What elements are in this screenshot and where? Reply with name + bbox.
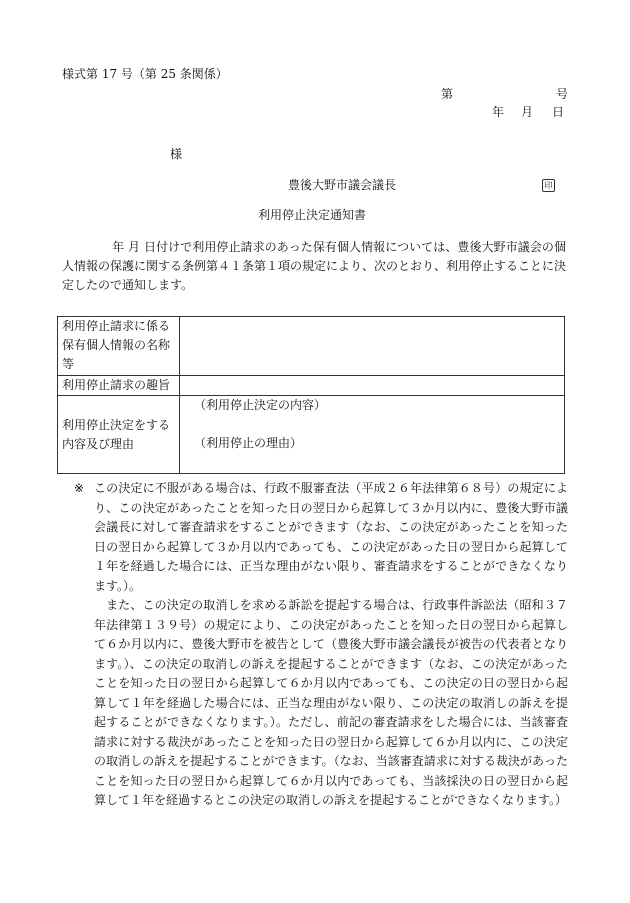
- date-year: 年: [492, 105, 505, 119]
- sender-name: 豊後大野市議会議長: [288, 178, 397, 192]
- notes-section: [72, 479, 568, 811]
- intro-paragraph: [62, 238, 566, 295]
- doc-number-suffix: 号: [556, 87, 569, 101]
- row3-value: [180, 396, 565, 474]
- seal-char: 印: [542, 179, 555, 192]
- row3-label: 利用停止決定をする内容及び理由: [58, 396, 180, 474]
- table-row-purpose: [58, 376, 565, 396]
- date-month: 月: [521, 105, 534, 119]
- row2-value: [180, 376, 565, 396]
- row3-reason-heading: （利用停止の理由）: [194, 436, 303, 450]
- row2-label: 利用停止請求の趣旨: [58, 376, 180, 396]
- table-row-decision: [58, 396, 565, 474]
- table-row-name: [58, 317, 565, 376]
- row3-content-heading: （利用停止決定の内容）: [194, 398, 327, 412]
- document-title: 利用停止決定通知書: [258, 208, 367, 222]
- seal-mark: [542, 177, 555, 193]
- addressee-suffix: 様: [170, 147, 183, 161]
- note-text-1: この決定に不服がある場合は、行政不服審査法（平成２６年法律第６８号）の規定により、この決定があったことを知った日の翌日から起算して３か月以内に、豊後大野市議会議長に対して審査請求をすることができます（なお、この決定があったことを知った日の翌日から起算して３か月以内であっても、この決定があった日の翌日から起算して１年を経過した場合には、正当な理由がない限り、審査請求をすることができなくなります。）。: [94, 481, 568, 593]
- form-number: 様式第 17 号（第 25 条関係）: [62, 67, 228, 81]
- note-paragraph-2: また、この決定の取消しを求める訴訟を提起する場合は、行政事件訴訟法（昭和３７年法律第１３９号）の規定により、この決定があったことを知った日の翌日から起算して６か月以内に、豊後大野市を被告として（豊後大野市議会議長が被告の代表者となります。）、この決定の取消しの訴えを提起することができます（なお、この決定があったことを知った日の翌日から起算して６か月以内であっても、この決定の日の翌日から起算して１年を経過した場合には、正当な理由がない限り、この決定の取消しの訴えを提起することができなくなります。）。ただし、前記の審査請求をした場合には、当該審査請求に対する裁決があったことを知った日の翌日から起算して６か月以内に、この決定の取消しの訴えを提起することができます。（なお、当該審査請求に対する裁決があったことを知った日の翌日から起算して６か月以内であっても、当該採決の日の翌日から起算して１年を経過するとこの決定の取消しの訴えを提起することができなくなります。）: [94, 598, 568, 807]
- details-table: [57, 316, 565, 474]
- note-paragraph-1: [72, 479, 568, 596]
- doc-number-prefix: 第: [441, 87, 454, 101]
- date-day: 日: [552, 105, 565, 119]
- note-mark: ※: [74, 481, 85, 495]
- row1-label: 利用停止請求に係る保有個人情報の名称等: [58, 317, 180, 376]
- row1-value: [180, 317, 565, 376]
- intro-text: 年 月 日付けで利用停止請求のあった保有個人情報については、豊後大野市議会の個人情報の保護に関する条例第４１条第１項の規定により、次のとおり、利用停止することに決定したので通知します。: [62, 240, 567, 292]
